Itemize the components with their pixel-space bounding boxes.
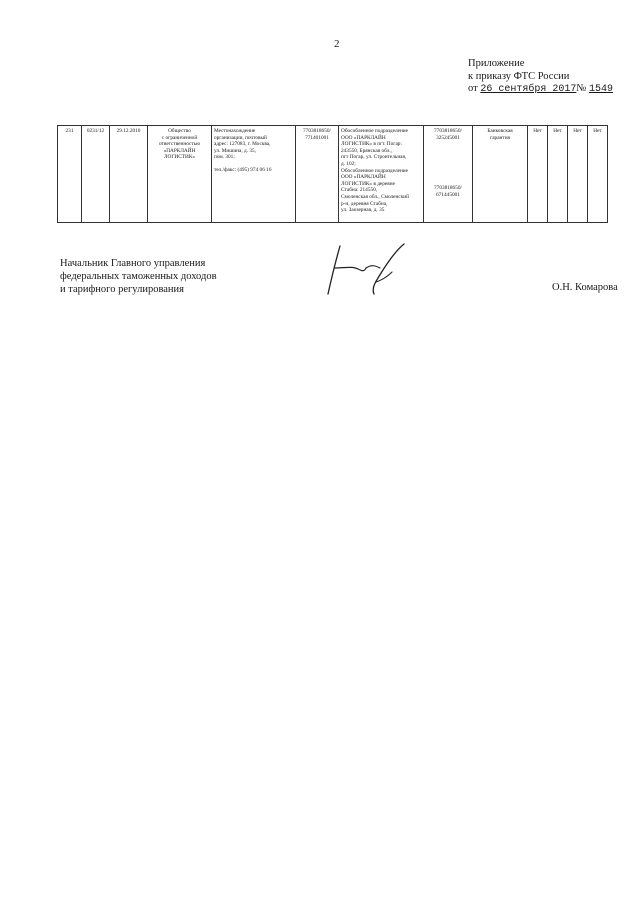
row-number: 231 (58, 126, 82, 223)
branch-line: ООО «ПАРКЛАЙН (341, 134, 386, 141)
appendix-date-line (468, 83, 613, 97)
signatory-title-line: Начальник Главного управления (60, 258, 206, 269)
flag-cell: Нет (588, 126, 608, 223)
guarantee-cell (473, 126, 528, 223)
appendix-order-ref: к приказу ФТС России (468, 70, 570, 82)
registry-table (57, 125, 608, 223)
branch-line: ул. Заозерная, д. 35 (341, 207, 385, 214)
address-line: ул. Мишина, д. 35, (214, 147, 256, 154)
branch-line: Смоленская обл., Смоленский (341, 193, 409, 200)
flag-cell: Нет (528, 126, 548, 223)
registration-date: 29.12.2010 (110, 126, 148, 223)
appendix-header (468, 58, 613, 97)
branch-inn-line: 325245001 (436, 134, 460, 141)
signatory-title-line: и тарифного регулирования (60, 284, 184, 295)
branch-inn-line: 7703818650/ (434, 128, 462, 134)
signatory-name: О.Н. Комарова (552, 282, 618, 293)
org-line: «ПАРКЛАЙН (163, 147, 196, 154)
branch-inn-line: 7703818650/ (434, 185, 462, 192)
org-line: Общество (168, 128, 191, 134)
branch-line: ЛОГИСТИК» в деревне (341, 180, 395, 187)
registration-number: 0231/12 (82, 126, 110, 223)
flag-cell: Нет (568, 126, 588, 223)
guarantee-line: Банковская (487, 128, 513, 134)
org-line: с ограниченной (161, 134, 198, 141)
address-line: организации, почтовый (214, 134, 267, 141)
address-line: Местонахождение (214, 128, 256, 134)
branch-line: 243550, Брянская обл., (341, 147, 392, 154)
guarantee-line: гарантия (490, 134, 510, 141)
organization-name-cell (148, 126, 212, 223)
branch-line: пгт Погар, ул. Строительная, (341, 154, 407, 161)
appendix-number-sign: № (576, 83, 587, 94)
address-cell (212, 126, 296, 223)
branch-inn-cell (424, 126, 473, 223)
branch-inn-line: 671445001 (436, 191, 460, 198)
branch-line: Обособленное подразделение (341, 128, 408, 134)
branch-line: Стабна: 214550, (341, 187, 378, 194)
address-line: адрес: 127083, г. Москва, (214, 141, 271, 148)
address-line: пом. 301; (214, 154, 235, 161)
appendix-number: 1549 (589, 84, 614, 95)
flag-cell: Нет (548, 126, 568, 223)
branches-cell (339, 126, 424, 223)
phone-line: тел./факс: (495) 974 06 16 (214, 166, 272, 173)
branch-line: ЛОГИСТИК» в пгт. Погар: (341, 141, 402, 148)
signatory-title (60, 257, 217, 296)
inn-kpp-cell (296, 126, 339, 223)
branch-line: д. 102; (341, 160, 356, 167)
handwritten-signature (318, 242, 408, 298)
appendix-title: Приложение (468, 58, 525, 69)
table-row (58, 126, 608, 223)
org-line: ответственностью (158, 141, 201, 148)
signatory-title-line: федеральных таможенных доходов (60, 271, 217, 282)
inn-kpp-line: 771401001 (305, 134, 329, 141)
page-number: 2 (334, 38, 340, 50)
inn-kpp-line: 7703818650/ (303, 128, 331, 134)
org-line: ЛОГИСТИК» (163, 154, 196, 161)
branch-line: ООО «ПАРКЛАЙН (341, 174, 386, 181)
branch-line: р-н, деревня Стабна, (341, 200, 388, 207)
appendix-date: 26 сентября 2017 (480, 84, 577, 95)
branch-line: Обособленное подразделение (341, 167, 408, 174)
appendix-date-prefix: от (468, 83, 478, 94)
